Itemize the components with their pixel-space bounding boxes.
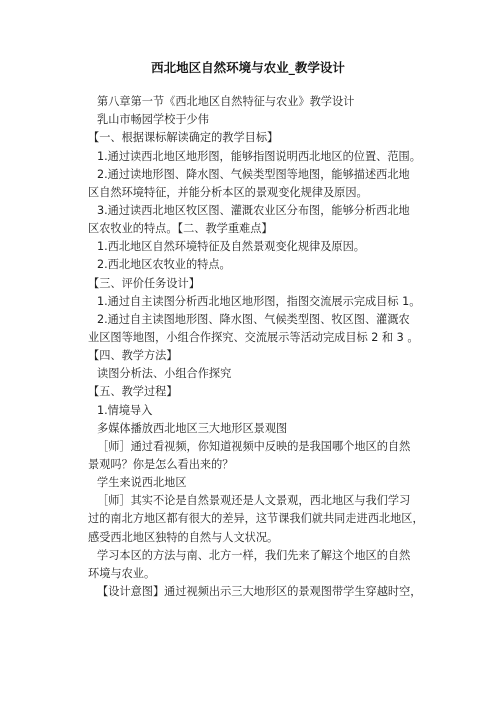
text-line: 2.西北地区农牧业的特点。 [97,258,231,271]
text-line: 学习本区的方法与南、北方一样，我们先来了解这个地区的自然 [97,549,411,562]
text-line: 区农牧业的特点。【二、教学重难点】 [88,222,273,235]
text-line: 多媒体播放西北地区三大地形区景观图 [97,422,288,435]
text-line: ［师］通过看视频，你知道视频中反映的是我国哪个地区的自然 [97,440,411,453]
text-line: 读图分析法、小组合作探究 [97,367,232,380]
text-line: 环境与农业。 [88,567,156,580]
text-line: 1.通过自主读图分析西北地区地形图，指图交流展示完成目标 1。 [97,295,421,308]
text-line: 2.通过读地形图、降水图、气候类型图等地图，能够描述西北地 [97,168,410,181]
text-line: 乳山市畅园学校于少伟 [97,113,209,126]
text-line: ［师］其实不论是自然景观还是人文景观，西北地区与我们学习 [97,494,411,507]
text-line: 过的南北方地区都有很大的差异，这节课我们就共同走进西北地区， [88,512,424,525]
text-line: 第八章第一节《西北地区自然特征与农业》教学设计 [97,95,355,108]
text-line: 2.通过自主读图地形图、降水图、气候类型图、牧区图、灌溉农 [97,313,410,326]
section-heading: 【一、根据课标解读确定的教学目标】 [88,131,279,144]
text-line: 学生来说西北地区 [97,476,187,489]
text-line: 1.情境导入 [97,404,153,417]
text-line: 1.西北地区自然环境特征及自然景观变化规律及原因。 [97,240,365,253]
text-line: 1.通过读西北地区地形图，能够指图说明西北地区的位置、范围。 [97,150,421,163]
section-heading: 【四、教学方法】 [88,349,178,362]
text-line: 景观吗？你是怎么看出来的？ [88,458,234,471]
text-line: 感受西北地区独特的自然与人文状况。 [88,531,279,544]
text-line: 区自然环境特征，并能分析本区的景观变化规律及原因。 [88,186,368,199]
text-line: 业区图等地图，小组合作探究、交流展示等活动完成目标 2 和 3 。 [88,331,419,344]
text-line: 【设计意图】通过视频出示三大地形区的景观图带学生穿越时空， [97,585,422,598]
text-line: 3.通过读西北地区牧区图、灌溉农业区分布图，能够分析西北地 [97,204,410,217]
document-title: 西北地区自然环境与农业_教学设计 [151,60,345,75]
section-heading: 【三、评价任务设计】 [88,277,200,290]
section-heading: 【五、教学过程】 [88,385,178,398]
